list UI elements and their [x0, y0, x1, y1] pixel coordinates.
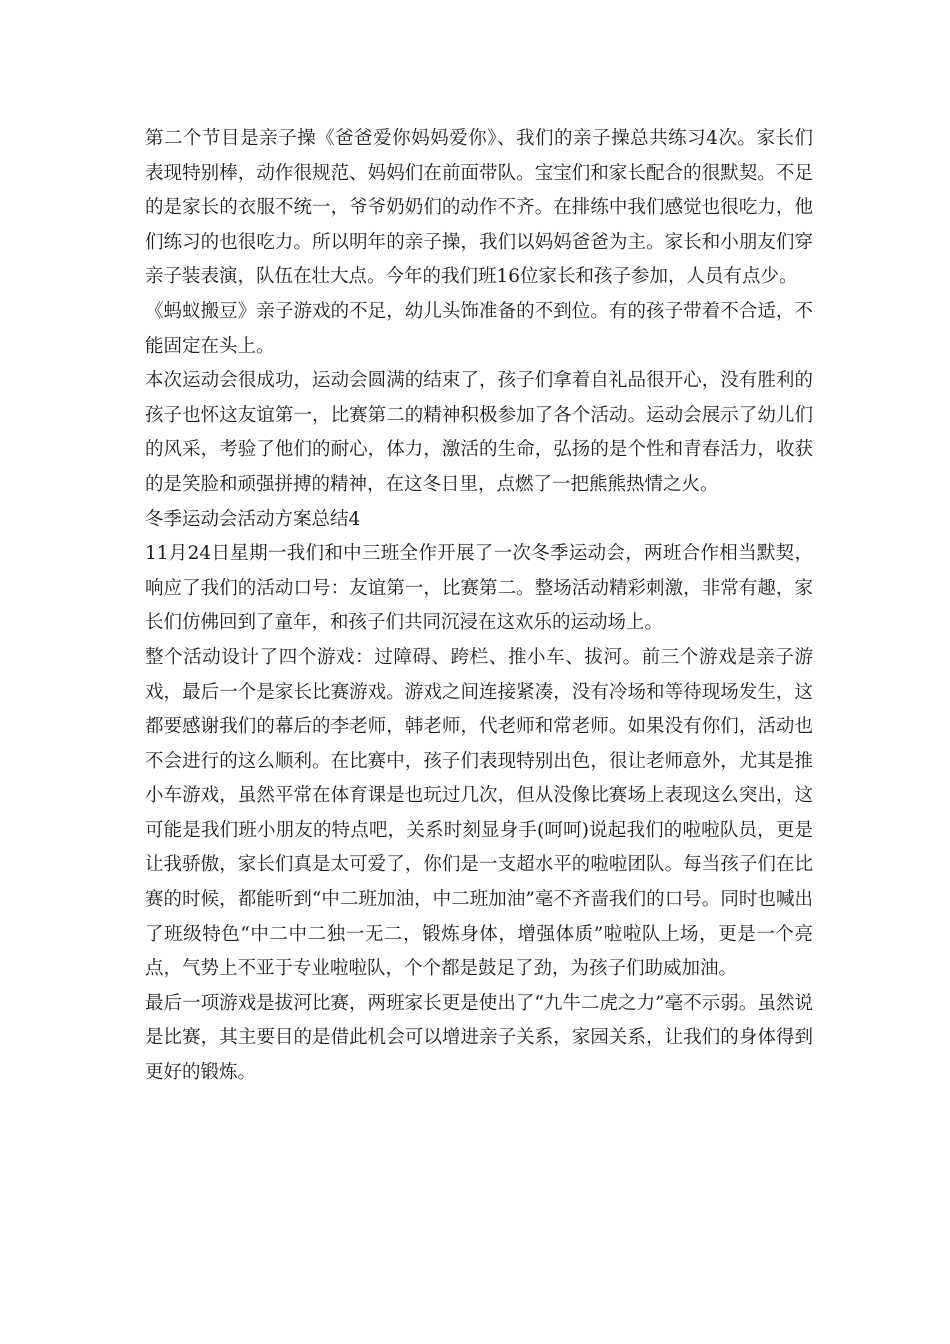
- paragraph-tug-of-war: 最后一项游戏是拔河比赛，两班家长更是使出了“九牛二虎之力”毫不示弱。虽然说是比赛，其主要目的是借此机会可以增进亲子关系，家园关系，让我们的身体得到更好的锻炼。: [145, 992, 813, 1084]
- section-heading: 冬季运动会活动方案总结4: [145, 508, 361, 530]
- paragraph-summary: 本次运动会很成功，运动会圆满的结束了，孩子们拿着自礼品很开心，没有胜利的孩子也怀这友谊第一，比赛第二的精神积极参加了各个活动。运动会展示了幼儿们的风采，考验了他们的耐心，体力，激活的生命，弘扬的是个性和青春活力，收获的是笑脸和顽强拼搏的精神，在这冬日里，点燃了一把熊熊热情之火。: [145, 370, 813, 495]
- paragraph-parent-child-exercise: 第二个节目是亲子操《爸爸爱你妈妈爱你》、我们的亲子操总共练习4次。家长们表现特别棒，动作很规范、妈妈们在前面带队。宝宝们和家长配合的很默契。不足的是家长的衣服不统一，爷爷奶奶们的动作不齐。在排练中我们感觉也很吃力，他们练习的也很吃力。所以明年的亲子操，我们以妈妈爸爸为主。家长和小朋友们穿亲子装表演，队伍在壮大点。今年的我们班16位家长和孩子参加，人员有点少。: [145, 128, 813, 288]
- paragraph-ant-game: 《蚂蚁搬豆》亲子游戏的不足，幼儿头饰准备的不到位。有的孩子带着不合适，不能固定在头上。: [145, 300, 813, 357]
- paragraph-winter-sports-day: 11月24日星期一我们和中三班全作开展了一次冬季运动会，两班合作相当默契，响应了我们的活动口号：友谊第一，比赛第二。整场活动精彩刺激，非常有趣，家长们仿佛回到了童年，和孩子们共同沉浸在这欢乐的运动场上。: [145, 543, 813, 634]
- document-body: [145, 122, 813, 1091]
- paragraph-four-games: 整个活动设计了四个游戏：过障碍、跨栏、推小车、拔河。前三个游戏是亲子游戏，最后一个是家长比赛游戏。游戏之间连接紧凑，没有冷场和等待现场发生，这都要感谢我们的幕后的李老师，韩老师，代老师和常老师。如果没有你们，活动也不会进行的这么顺利。在比赛中，孩子们表现特别出色，很让老师意外，尤其是推小车游戏，虽然平常在体育课是也玩过几次，但从没像比赛场上表现这么突出，这可能是我们班小朋友的特点吧，关系时刻显身手(呵呵)说起我们的啦啦队员，更是让我骄傲，家长们真是太可爱了，你们是一支超水平的啦啦团队。每当孩子们在比赛的时候，都能听到“中二班加油，中二班加油”毫不齐啬我们的口号。同时也喊出了班级特色“中二中二独一无二，锻炼身体，增强体质”啦啦队上场，更是一个亮点，气势上不亚于专业啦啦队，个个都是鼓足了劲，为孩子们助威加油。: [145, 646, 813, 980]
